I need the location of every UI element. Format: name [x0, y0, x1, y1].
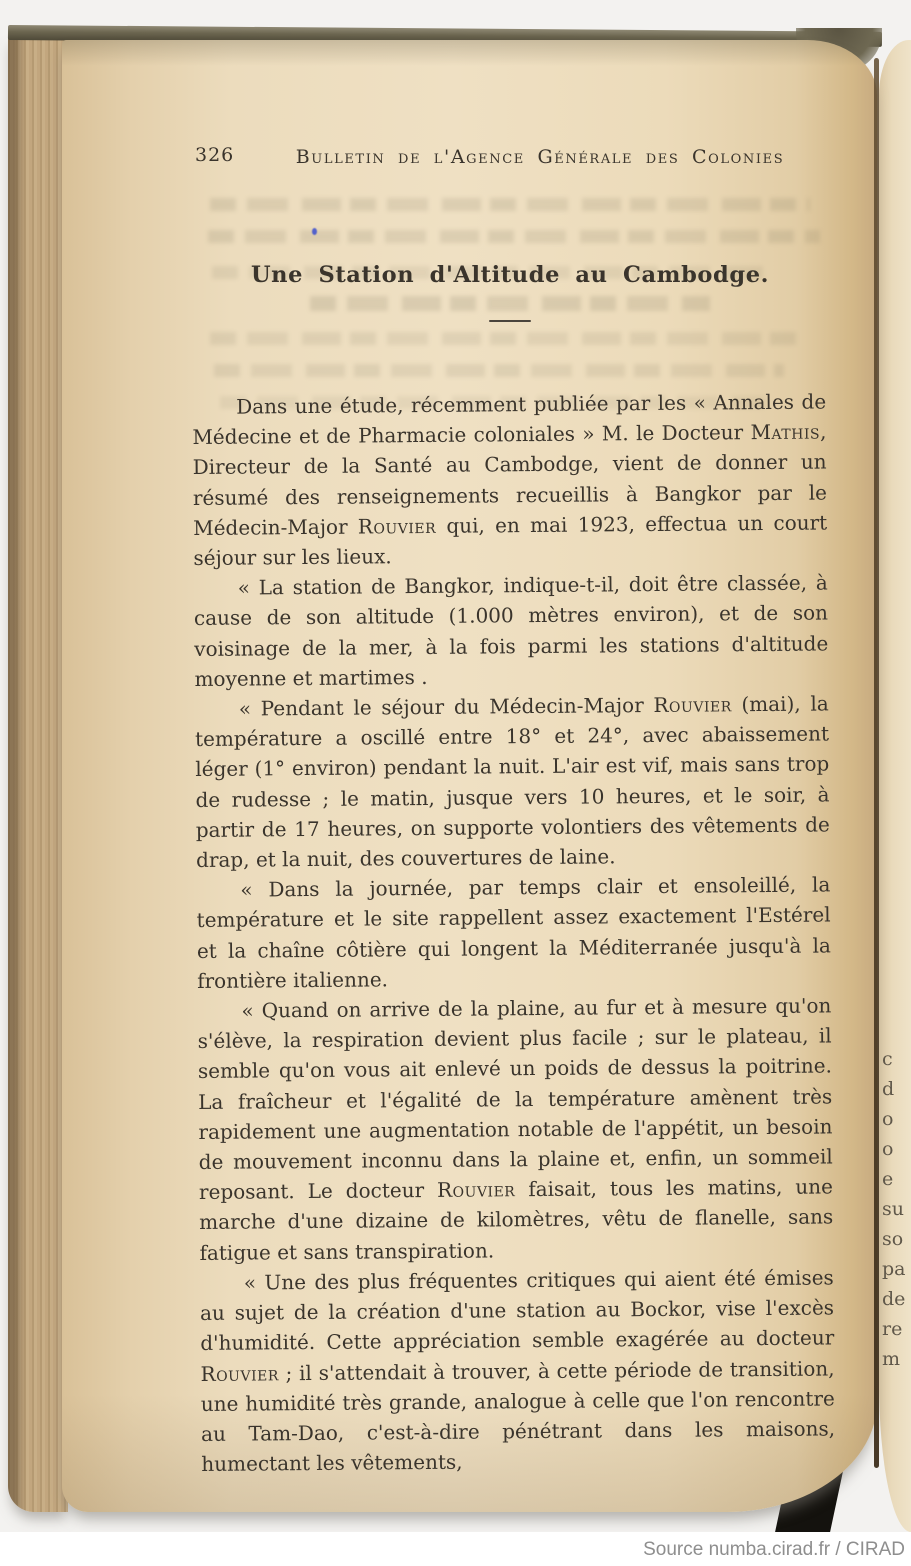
facing-page-letters	[879, 40, 911, 1532]
page-edge-stack	[8, 34, 68, 1512]
facing-page-letter: e	[882, 1168, 894, 1190]
paragraph: « Une des plus fréquentes critiques qui aient été émises au sujet de la création d'une station au Bockor, vise l'excès d'humidité. Cette appréciation semble exagérée au docteur Rouvier ; il s'attendait à trouver, à cette période de transition, une humidité très grande, analogue à celle que l'on rencontre au Tam-Dao, c'est-à-dire pénétrant dans les maisons, humectant les vêtements,	[199, 1265, 836, 1477]
article-title: Une Station d'Altitude au Cambodge.	[250, 262, 770, 288]
page-content	[190, 40, 836, 1512]
paragraph: « La station de Bangkor, indique-t-il, doit être classée, à cause de son altitude (1.000 mètres environ), et de son voisinage de la mer, à la fois parmi les stations d'altitude moyenne et martimes .	[193, 570, 829, 691]
facing-page-letter: o	[882, 1108, 894, 1130]
facing-page-letter: su	[882, 1198, 904, 1220]
paragraph: « Pendant le séjour du Médecin-Major Rouvier (mai), la température a oscillé entre 18° et 24°, avec abaissement léger (1° environ) pendant la nuit. L'air est vif, mais sans trop de rudesse ; le matin, jusque vers 10 heures, et le soir, à partir de 17 heures, on supporte volontiers des vêtements de drap, et la nuit, des couvertures de laine.	[194, 691, 830, 873]
facing-page-letter: de	[882, 1288, 906, 1310]
bleedthrough-line	[214, 364, 784, 377]
title-divider-rule	[489, 320, 531, 322]
source-caption: Source numba.cirad.fr / CIRAD	[643, 1539, 905, 1560]
facing-page-letter: re	[882, 1318, 903, 1340]
facing-page-letter: d	[882, 1078, 895, 1100]
paragraph: Dans une étude, récemment publiée par les « Annales de Médecine et de Pharmacie coloniales » M. le Docteur Mathis, Directeur de la Santé au Cambodge, vient de donner un résumé des renseignements recueillis à Bangkor par le Médecin-Major Rouvier qui, en mai 1923, effectua un court séjour sur les lieux.	[192, 389, 828, 571]
facing-page-letter: o	[882, 1138, 894, 1160]
ink-dot	[312, 228, 317, 235]
bleedthrough-line	[210, 332, 800, 345]
page-number: 326	[195, 144, 235, 166]
bleedthrough-line	[208, 230, 820, 243]
article-paragraphs	[192, 386, 835, 1479]
facing-page-letter: pa	[882, 1258, 906, 1280]
facing-page-letter: m	[882, 1348, 901, 1370]
book-page	[62, 40, 877, 1512]
bleedthrough-line	[310, 296, 710, 311]
gutter-crease	[874, 58, 879, 1468]
facing-page-letter: so	[882, 1228, 904, 1250]
facing-page-letter: c	[882, 1048, 893, 1070]
paragraph: « Dans la journée, par temps clair et ensoleillé, la température et le site rappellent assez exactement l'Estérel et la chaîne côtière qui longent la Méditerranée jusqu'à la frontière italienne.	[196, 872, 831, 993]
paragraph: « Quand on arrive de la plaine, au fur et à mesure qu'on s'élève, la respiration devient plus facile ; sur le plateau, il semble qu'on vous ait enlevé un poids de dessus la poitrine. La fraîcheur et l'égalité de la température amènent très rapidement une augmentation notable de l'appétit, un besoin de mouvement inconnu dans la plaine et, enfin, un sommeil reposant. Le docteur Rouvier faisait, tous les matins, une marche d'une dizaine de kilomètres, vêtu de flanelle, sans fatigue et sans transpiration.	[197, 993, 834, 1265]
bleedthrough-line	[210, 198, 810, 211]
facing-page-strip	[879, 40, 911, 1532]
running-header: Bulletin de l'Agence Générale des Colonies	[295, 146, 785, 168]
